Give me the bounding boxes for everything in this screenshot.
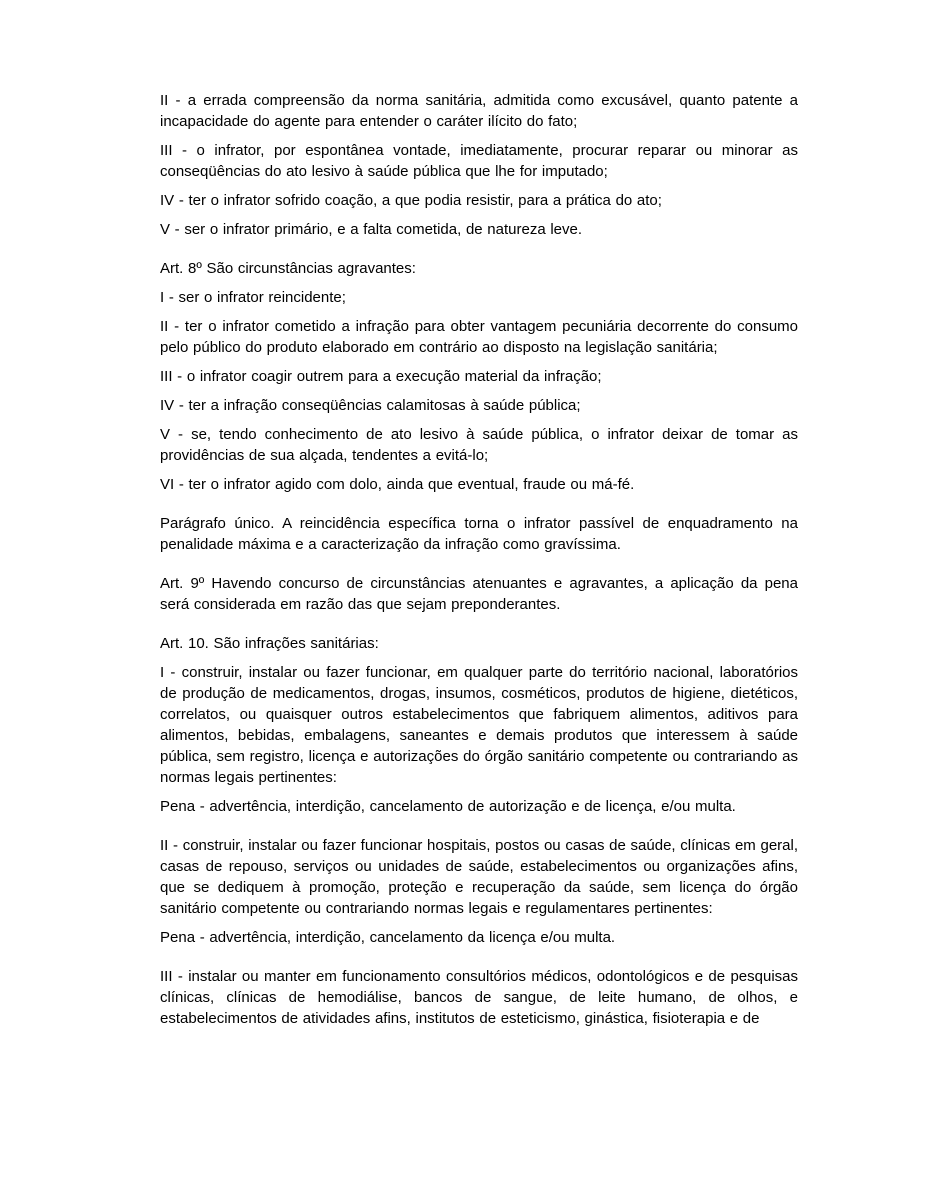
paragraph: Art. 8º São circunstâncias agravantes: <box>160 260 416 277</box>
paragraph: IV - ter a infração conseqüências calamitosas à saúde pública; <box>160 397 581 414</box>
document-body <box>160 90 798 1037</box>
paragraph: III - instalar ou manter em funcionamento consultórios médicos, odontológicos e de pesquisas clínicas, clínicas de hemodiálise, bancos de sangue, de leite humano, de olhos, e estabelecimentos de atividades afins, institutos de esteticismo, ginástica, fisioterapia e de <box>160 968 798 1027</box>
paragraph: III - o infrator coagir outrem para a execução material da infração; <box>160 368 602 385</box>
paragraph: II - construir, instalar ou fazer funcionar hospitais, postos ou casas de saúde, clínicas em geral, casas de repouso, serviços ou unidades de saúde, estabelecimentos ou organizações afins, que se dediquem à promoção, proteção e recuperação da saúde, sem licença do órgão sanitário competente ou contrariando normas legais e regulamentares pertinentes: <box>160 837 798 917</box>
paragraph: II - ter o infrator cometido a infração para obter vantagem pecuniária decorrente do consumo pelo público do produto elaborado em contrário ao disposto na legislação sanitária; <box>160 318 798 356</box>
paragraph: I - ser o infrator reincidente; <box>160 289 346 306</box>
paragraph: Art. 9º Havendo concurso de circunstâncias atenuantes e agravantes, a aplicação da pena será considerada em razão das que sejam preponderantes. <box>160 575 798 613</box>
paragraph: Art. 10. São infrações sanitárias: <box>160 635 379 652</box>
paragraph: V - se, tendo conhecimento de ato lesivo à saúde pública, o infrator deixar de tomar as providências de sua alçada, tendentes a evitá-lo; <box>160 426 798 464</box>
paragraph: IV - ter o infrator sofrido coação, a que podia resistir, para a prática do ato; <box>160 192 662 209</box>
paragraph: V - ser o infrator primário, e a falta cometida, de natureza leve. <box>160 221 583 238</box>
paragraph: III - o infrator, por espontânea vontade, imediatamente, procurar reparar ou minorar as conseqüências do ato lesivo à saúde pública que lhe for imputado; <box>160 142 798 180</box>
paragraph: VI - ter o infrator agido com dolo, ainda que eventual, fraude ou má-fé. <box>160 476 635 493</box>
paragraph: I - construir, instalar ou fazer funcionar, em qualquer parte do território nacional, laboratórios de produção de medicamentos, drogas, insumos, cosméticos, produtos de higiene, dietéticos, correlatos, ou quaisquer outros estabelecimentos que fabriquem alimentos, aditivos para alimentos, bebidas, embalagens, saneantes e demais produtos que interessem à saúde pública, sem registro, licença e autorizações do órgão sanitário competente ou contrariando as normas legais pertinentes: <box>160 664 798 786</box>
paragraph: Pena - advertência, interdição, cancelamento de autorização e de licença, e/ou multa. <box>160 798 736 815</box>
paragraph: II - a errada compreensão da norma sanitária, admitida como excusável, quanto patente a incapacidade do agente para entender o caráter ilícito do fato; <box>160 92 798 130</box>
paragraph: Parágrafo único. A reincidência específica torna o infrator passível de enquadramento na penalidade máxima e a caracterização da infração como gravíssima. <box>160 515 798 553</box>
paragraph: Pena - advertência, interdição, cancelamento da licença e/ou multa. <box>160 929 616 946</box>
